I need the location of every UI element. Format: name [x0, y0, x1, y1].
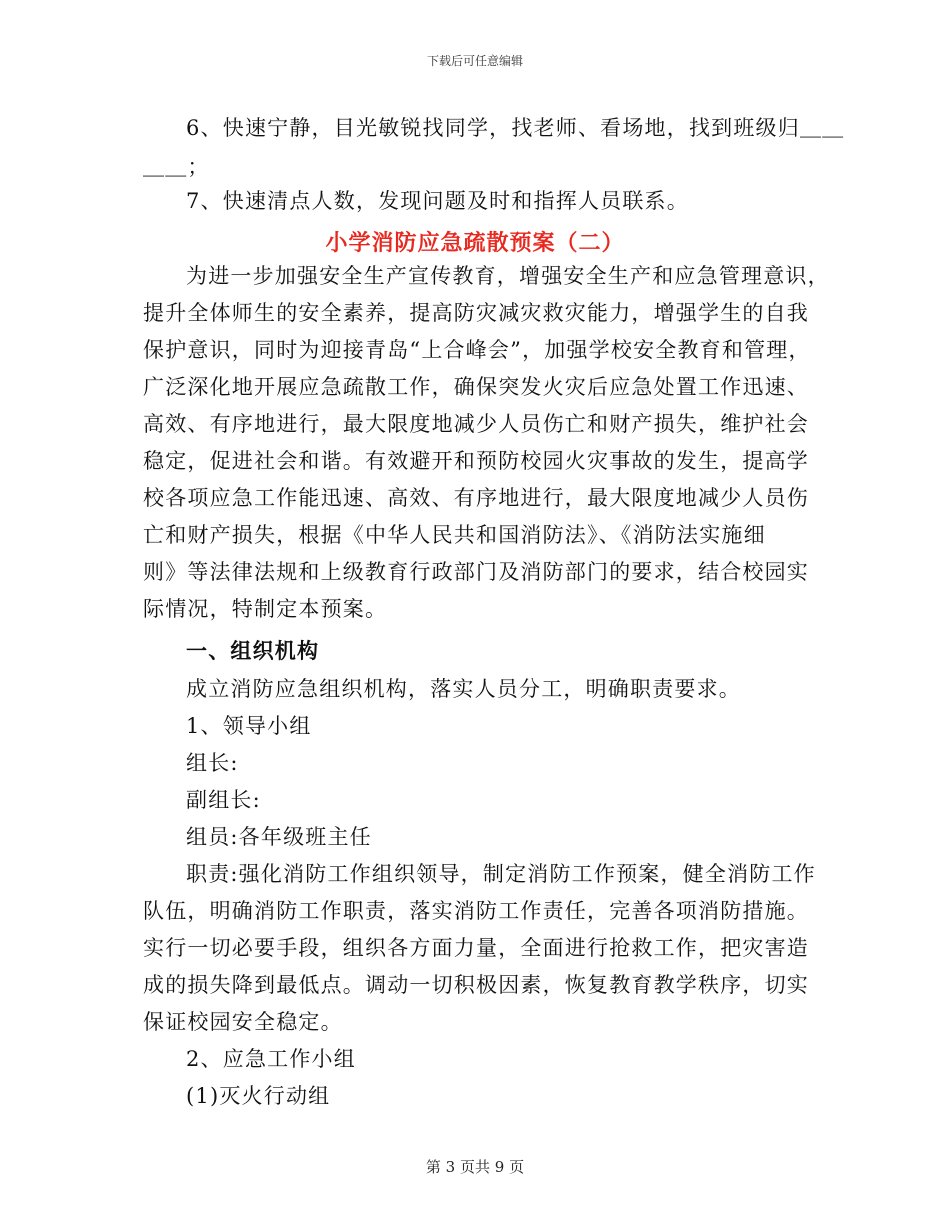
intro-line-8: 亡和财产损失，根据《中华人民共和国消防法》、《消防法实施细 [143, 523, 766, 547]
intro-line-3: 保护意识，同时为迎接青岛“上合峰会”，加强学校安全教育和管理， [143, 338, 811, 362]
group-leader: 组长: [186, 751, 239, 775]
intro-line-2: 提升全体师生的安全素养，提高防灾减灾救灾能力，增强学生的自我 [143, 301, 809, 325]
intro-line-10: 际情况，特制定本预案。 [143, 597, 388, 621]
subgroup-firefighting: (1)灭火行动组 [186, 1084, 331, 1108]
intro-line-6: 稳定，促进社会和谐。有效避开和预防校园火灾事故的发生，提高学 [143, 449, 809, 473]
group-members: 组员:各年级班主任 [186, 825, 372, 849]
intro-line-4: 广泛深化地开展应急疏散工作，确保突发火灾后应急处置工作迅速、 [143, 375, 809, 399]
duty-line-5: 保证校园安全稳定。 [143, 1010, 343, 1034]
group-vice-leader: 副组长: [186, 788, 261, 812]
duty-line-4: 成的损失降到最低点。调动一切积极因素，恢复教育教学秩序，切实 [143, 973, 809, 997]
heading-org: 一、组织机构 [186, 638, 320, 663]
item-7: 7、快速清点人数，发现问题及时和指挥人员联系。 [186, 189, 689, 213]
group-leadership: 1、领导小组 [186, 714, 312, 738]
item-6-line-2: ＿＿； [143, 155, 210, 179]
duty-line-3: 实行一切必要手段，组织各方面力量，全面进行抢救工作，把灾害造 [143, 936, 809, 960]
duty-line-2: 队伍，明确消防工作职责，落实消防工作责任，完善各项消防措施。 [143, 899, 809, 923]
item-6-line-1: 6、快速宁静，目光敏锐找同学，找老师、看场地，找到班级归＿＿ [186, 116, 845, 140]
intro-line-7: 校各项应急工作能迅速、高效、有序地进行，最大限度地减少人员伤 [143, 486, 809, 510]
page-footer: 第 3 页共 9 页 [425, 1158, 525, 1176]
intro-line-9: 则》等法律法规和上级教育行政部门及消防部门的要求，结合校园实 [143, 560, 809, 584]
duty-line-1: 职责:强化消防工作组织领导，制定消防工作预案，健全消防工作 [186, 862, 816, 886]
page-header: 下载后可任意编辑 [426, 54, 523, 68]
group-emergency: 2、应急工作小组 [186, 1047, 356, 1071]
intro-line-1: 为进一步加强安全生产宣传教育，增强安全生产和应急管理意识， [186, 264, 830, 288]
intro-line-5: 高效、有序地进行，最大限度地减少人员伤亡和财产损失，维护社会 [143, 412, 809, 436]
org-desc: 成立消防应急组织机构，落实人员分工，明确职责要求。 [186, 677, 741, 701]
section-title: 小学消防应急疏散预案（二） [325, 230, 625, 256]
